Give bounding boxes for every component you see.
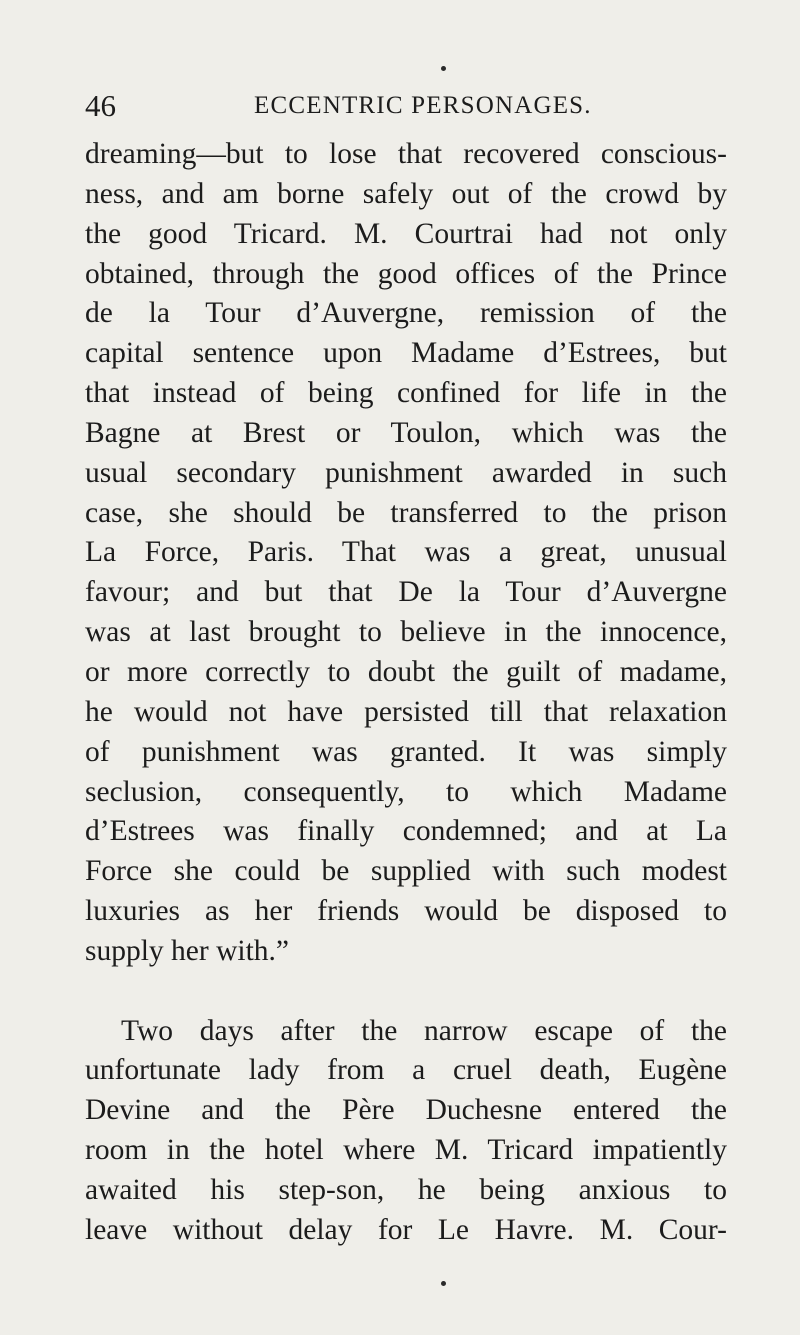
running-header — [85, 88, 725, 128]
text-line: that instead of being confined for life in the — [85, 377, 727, 410]
text-line: d’Estrees was finally condemned; and at La — [85, 815, 727, 848]
text-line: awaited his step-son, he being anxious to — [85, 1173, 727, 1206]
paragraph-gap — [85, 972, 727, 1012]
text-line: he would not have persisted till that relaxation — [85, 695, 727, 728]
text-line: de la Tour d’Auvergne, remission of the — [85, 297, 727, 330]
text-line: leave without delay for Le Havre. M. Cour- — [85, 1213, 727, 1246]
bottom-ornament-dot — [441, 1281, 446, 1286]
text-line: ness, and am borne safely out of the crowd by — [85, 177, 727, 210]
text-line: favour; and but that De la Tour d’Auvergne — [85, 576, 727, 609]
text-line: Bagne at Brest or Toulon, which was the — [85, 416, 727, 449]
body-text — [85, 135, 727, 1251]
text-line: room in the hotel where M. Tricard impatiently — [85, 1134, 727, 1167]
top-ornament-dot — [441, 66, 446, 71]
text-line: capital sentence upon Madame d’Estrees, but — [85, 337, 727, 370]
text-line: Force she could be supplied with such modest — [85, 855, 727, 888]
running-title: ECCENTRIC PERSONAGES. — [254, 92, 592, 119]
text-line: unfortunate lady from a cruel death, Eugène — [85, 1054, 727, 1087]
text-line: case, she should be transferred to the prison — [85, 496, 727, 529]
text-line: or more correctly to doubt the guilt of madame, — [85, 655, 727, 688]
text-line: Two days after the narrow escape of the — [121, 1014, 727, 1047]
text-line: seclusion, consequently, to which Madame — [85, 775, 727, 808]
text-line: obtained, through the good offices of the Prince — [85, 257, 727, 290]
text-line: usual secondary punishment awarded in such — [85, 456, 727, 489]
text-line: the good Tricard. M. Courtrai had not only — [85, 217, 727, 250]
text-line: luxuries as her friends would be disposed to — [85, 895, 727, 928]
text-line: was at last brought to believe in the innocence, — [85, 616, 727, 649]
page-number: 46 — [85, 88, 116, 123]
text-line: dreaming—but to lose that recovered conscious- — [85, 138, 727, 170]
text-line: of punishment was granted. It was simply — [85, 735, 727, 768]
text-line: supply her with.” — [85, 934, 290, 967]
text-line: Devine and the Père Duchesne entered the — [85, 1094, 727, 1127]
text-line: La Force, Paris. That was a great, unusual — [85, 536, 727, 569]
